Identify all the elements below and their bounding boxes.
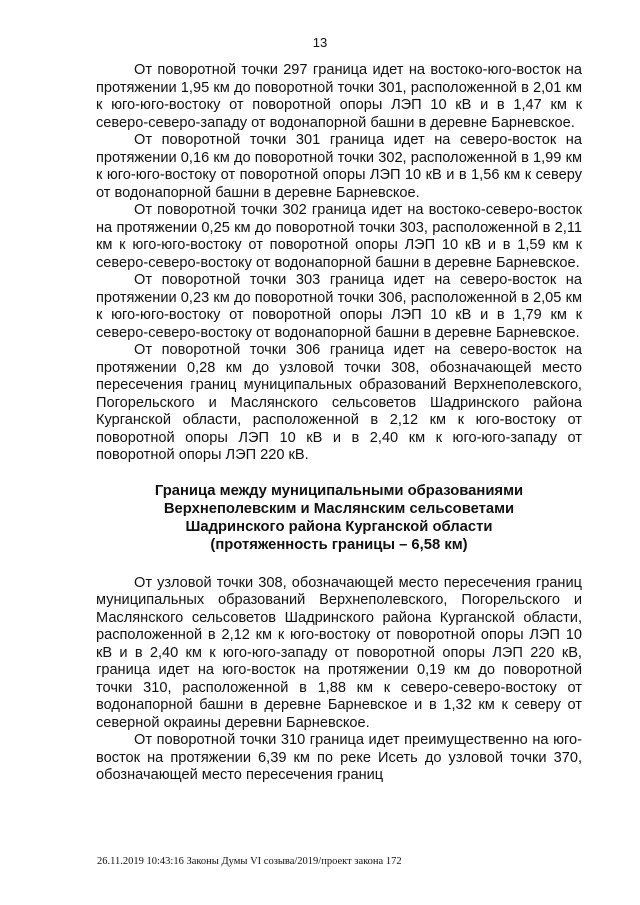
paragraph: От поворотной точки 301 граница идет на северо-восток на протяжении 0,16 км до поворотной точки 302, расположенной в 1,99 км к юго-юго-востоку от поворотной опоры ЛЭП 10 кВ и в 1,56 км к северу от водонапорной башни в деревне Барневское. [96, 132, 582, 201]
document-body [96, 62, 582, 785]
section-heading-line: Граница между муниципальными образованиями [154, 482, 524, 499]
section-heading [96, 482, 582, 554]
section-heading-line: (протяженность границы – 6,58 км) [210, 536, 468, 553]
section-heading-line: Верхнеполевским и Маслянским сельсоветами [163, 500, 515, 517]
document-footer: 26.11.2019 10:43:16 Законы Думы VI созыва/2019/проект закона 172 [97, 856, 402, 867]
paragraph: От поворотной точки 297 граница идет на востоко-юго-восток на протяжении 1,95 км до поворотной точки 301, расположенной в 2,01 км к юго-юго-востоку от поворотной опоры ЛЭП 10 кВ и в 1,47 км к северо-северо-западу от водонапорной башни в деревне Барневское. [96, 62, 582, 131]
paragraph: От поворотной точки 303 граница идет на северо-восток на протяжении 0,23 км до поворотной точки 306, расположенной в 2,05 км к юго-юго-востоку от поворотной опоры ЛЭП 10 кВ и в 1,79 км к северо-северо-востоку от водонапорной башни в деревне Барневское. [96, 272, 582, 341]
paragraph: От поворотной точки 302 граница идет на востоко-северо-восток на протяжении 0,25 км до поворотной точки 303, расположенной в 2,11 км к юго-юго-востоку от поворотной опоры ЛЭП 10 кВ и в 1,59 км к северо-северо-востоку от водонапорной башни в деревне Барневское. [96, 202, 582, 271]
paragraph: От узловой точки 308, обозначающей место пересечения границ муниципальных образований Верхнеполевского, Погорельского и Маслянского сельсоветов Шадринского района Курганской области, расположенной в 2,12 км к юго-востоку от поворотной опоры ЛЭП 10 кВ и в 2,40 км к юго-юго-западу от поворотной опоры ЛЭП 220 кВ, граница идет на юго-восток на протяжении 0,19 км до поворотной точки 310, расположенной в 1,88 км к северо-северо-востоку от водонапорной башни в деревне Барневское и в 1,32 км к северу от северной окраины деревни Барневское. [96, 574, 582, 731]
page-number: 13 [312, 35, 328, 50]
section-heading-line: Шадринского района Курганской области [185, 518, 493, 535]
paragraph: От поворотной точки 310 граница идет преимущественно на юго-восток на протяжении 6,39 км по реке Исеть до узловой точки 370, обозначающей место пересечения границ [96, 732, 582, 783]
paragraph: От поворотной точки 306 граница идет на северо-восток на протяжении 0,28 км до узловой точки 308, обозначающей место пересечения границ муниципальных образований Верхнеполевского, Погорельского и Маслянского сельсоветов Шадринского района Курганской области, расположенной в 2,12 км к юго-востоку от поворотной опоры ЛЭП 10 кВ и в 2,40 км к юго-юго-западу от поворотной опоры ЛЭП 220 кВ. [96, 342, 582, 463]
